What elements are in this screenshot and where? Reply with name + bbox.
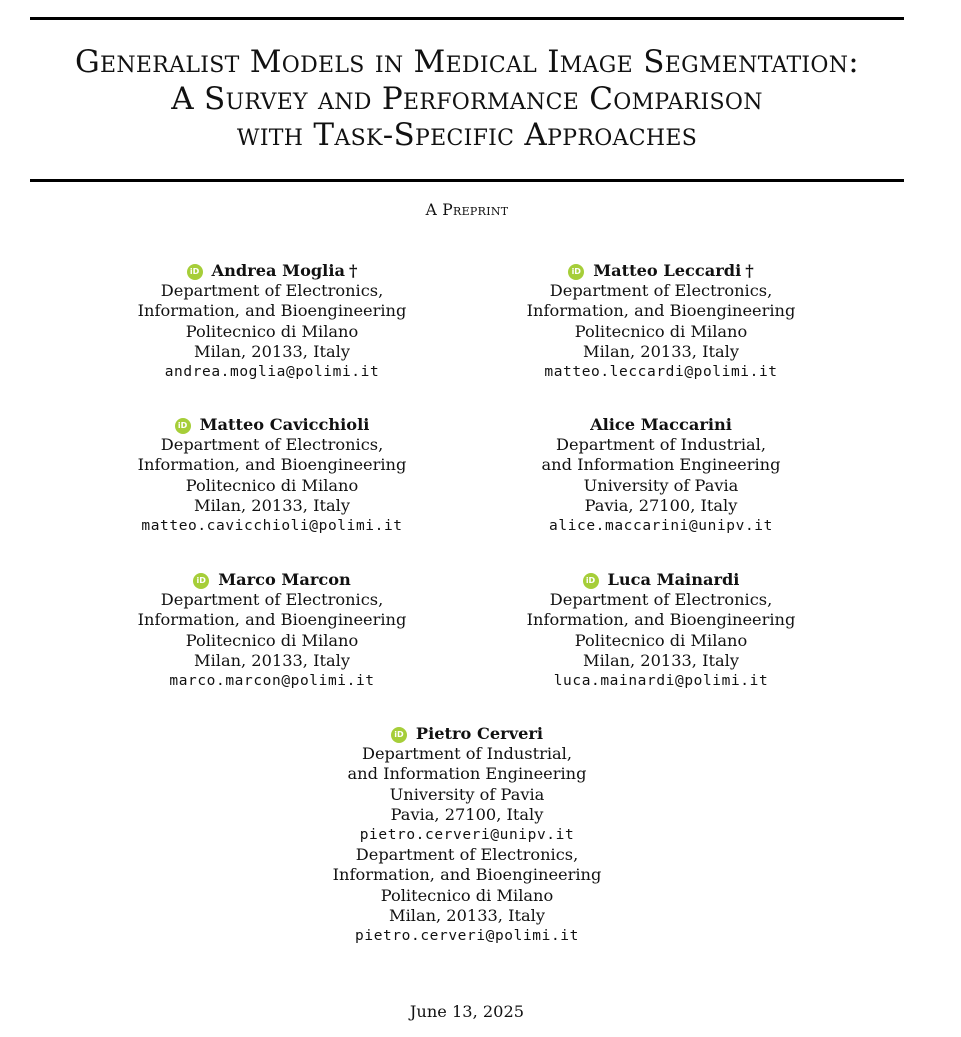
equal-contribution-mark: † bbox=[348, 261, 358, 280]
author-block-2 bbox=[461, 261, 861, 382]
affiliation-line: Politecnico di Milano bbox=[574, 630, 748, 650]
affiliation-line: Milan, 20133, Italy bbox=[583, 341, 739, 361]
affiliation-line: Politecnico di Milano bbox=[185, 321, 359, 341]
author-block-4 bbox=[461, 415, 861, 536]
affiliation-line: University of Pavia bbox=[583, 475, 739, 495]
affiliation-line: Department of Electronics, bbox=[160, 281, 384, 301]
author-name-row bbox=[72, 415, 472, 435]
affiliation-line: Department of Electronics, bbox=[160, 590, 384, 610]
affiliation-line: Information, and Bioengineering bbox=[526, 301, 796, 321]
affiliation-line: Information, and Bioengineering bbox=[137, 455, 407, 475]
author-name: Matteo Leccardi bbox=[593, 261, 742, 280]
affiliation-line: Politecnico di Milano bbox=[185, 630, 359, 650]
author-name-row bbox=[267, 724, 667, 744]
author-email[interactable]: matteo.cavicchioli@polimi.it bbox=[141, 518, 403, 535]
affiliation-line: Pavia, 27100, Italy bbox=[390, 804, 544, 824]
title-line-3: with Task-Specific Approaches bbox=[236, 117, 698, 153]
affiliation-line: Department of Electronics, bbox=[355, 845, 579, 865]
author-block-5 bbox=[72, 570, 472, 691]
author-name: Matteo Cavicchioli bbox=[199, 415, 370, 434]
orcid-icon[interactable]: iD bbox=[175, 418, 191, 434]
author-name-row bbox=[72, 570, 472, 590]
affiliation-line: Information, and Bioengineering bbox=[137, 301, 407, 321]
author-name: Luca Mainardi bbox=[607, 570, 740, 589]
affiliation-line: Department of Electronics, bbox=[160, 435, 384, 455]
affiliation-line: Department of Industrial, bbox=[555, 435, 766, 455]
affiliation-line: Information, and Bioengineering bbox=[526, 610, 796, 630]
affiliation-line: Milan, 20133, Italy bbox=[194, 341, 350, 361]
affiliation-line: Information, and Bioengineering bbox=[332, 865, 602, 885]
author-name: Pietro Cerveri bbox=[415, 724, 544, 743]
author-name: Andrea Moglia bbox=[211, 261, 345, 280]
author-block-6 bbox=[461, 570, 861, 691]
orcid-icon[interactable]: iD bbox=[568, 264, 584, 280]
author-name-row bbox=[461, 261, 861, 281]
top-rule bbox=[30, 17, 904, 20]
paper-title bbox=[30, 44, 904, 154]
orcid-icon[interactable]: iD bbox=[187, 264, 203, 280]
affiliation-line: Politecnico di Milano bbox=[574, 321, 748, 341]
author-email[interactable]: andrea.moglia@polimi.it bbox=[164, 364, 380, 381]
author-email[interactable]: alice.maccarini@unipv.it bbox=[549, 518, 773, 535]
affiliation-line: University of Pavia bbox=[389, 784, 545, 804]
author-email[interactable]: luca.mainardi@polimi.it bbox=[553, 673, 769, 690]
orcid-icon[interactable]: iD bbox=[193, 573, 209, 589]
author-email[interactable]: marco.marcon@polimi.it bbox=[169, 673, 375, 690]
orcid-icon[interactable]: iD bbox=[391, 727, 407, 743]
affiliation-line: Department of Electronics, bbox=[549, 281, 773, 301]
affiliation-line: and Information Engineering bbox=[347, 764, 587, 784]
author-name-row bbox=[461, 570, 861, 590]
affiliation-line: Milan, 20133, Italy bbox=[194, 650, 350, 670]
affiliation-line: Politecnico di Milano bbox=[380, 885, 554, 905]
title-line-1: Generalist Models in Medical Image Segmentation: bbox=[74, 44, 860, 80]
affiliation-line: Department of Electronics, bbox=[549, 590, 773, 610]
affiliation-line: Milan, 20133, Italy bbox=[194, 495, 350, 515]
author-email[interactable]: pietro.cerveri@unipv.it bbox=[359, 827, 575, 844]
author-block-7 bbox=[267, 724, 667, 946]
affiliation-line: and Information Engineering bbox=[541, 455, 781, 475]
title-line-2: A Survey and Performance Comparison bbox=[171, 80, 763, 117]
affiliation-line: Milan, 20133, Italy bbox=[583, 650, 739, 670]
bottom-rule bbox=[30, 179, 904, 182]
author-email[interactable]: matteo.leccardi@polimi.it bbox=[544, 364, 778, 381]
affiliation-line: Milan, 20133, Italy bbox=[389, 905, 545, 925]
equal-contribution-mark: † bbox=[745, 261, 754, 280]
author-name: Marco Marcon bbox=[218, 570, 351, 589]
affiliation-line: Politecnico di Milano bbox=[185, 475, 359, 495]
affiliation-line: Department of Industrial, bbox=[361, 744, 572, 764]
publication-date: June 13, 2025 bbox=[409, 1002, 525, 1021]
author-block-3 bbox=[72, 415, 472, 536]
orcid-icon[interactable]: iD bbox=[583, 573, 599, 589]
affiliation-line: Pavia, 27100, Italy bbox=[584, 495, 738, 515]
author-email-secondary[interactable]: pietro.cerveri@polimi.it bbox=[355, 928, 579, 945]
author-block-1 bbox=[72, 261, 472, 382]
affiliation-line: Information, and Bioengineering bbox=[137, 610, 407, 630]
preprint-label: A Preprint bbox=[425, 201, 509, 219]
author-name-row bbox=[72, 261, 472, 281]
author-name: Alice Maccarini bbox=[590, 415, 732, 434]
author-name-row bbox=[461, 415, 861, 435]
